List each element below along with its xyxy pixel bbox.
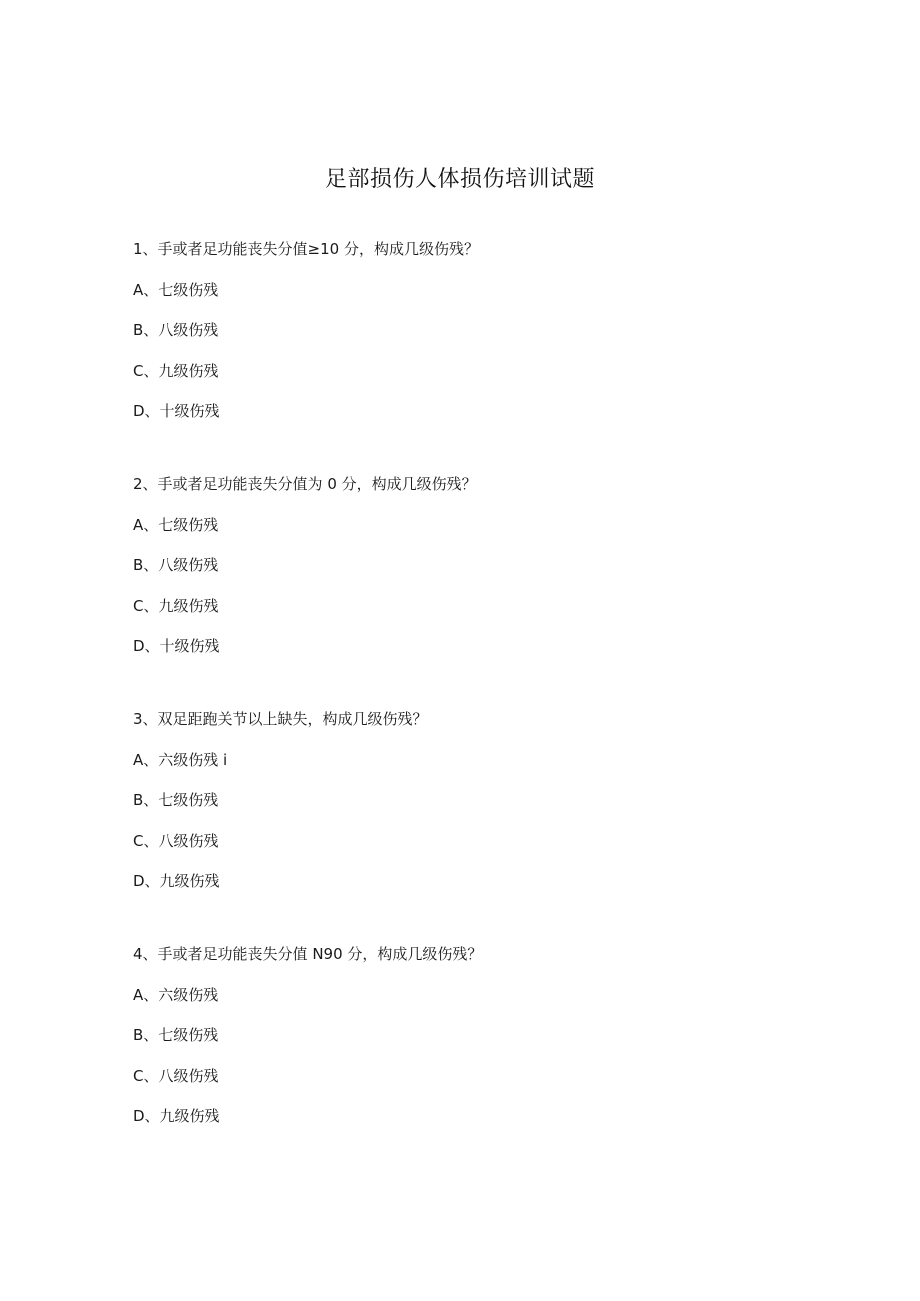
option-b: B、七级伤残 (133, 791, 219, 809)
document-title: 足部损伤人体损伤培训试题 (324, 167, 595, 192)
options-list (133, 515, 833, 657)
option-c: C、八级伤残 (133, 831, 219, 850)
question-text: 3、双足距跑关节以上缺失，构成几级伤残？ (133, 710, 428, 728)
question-text: 1、手或者足功能丧失分值≥10 分，构成几级伤残？ (133, 240, 479, 258)
option-b: B、八级伤残 (133, 556, 219, 574)
option-c: C、九级伤残 (133, 596, 219, 615)
option-a: A、七级伤残 (133, 280, 219, 299)
option-c: C、九级伤残 (133, 361, 219, 380)
option-d: D、九级伤残 (133, 872, 220, 890)
option-a: A、六级伤残 (133, 985, 219, 1004)
option-c: C、八级伤残 (133, 1066, 219, 1085)
option-d: D、十级伤残 (133, 402, 220, 420)
question-3 (133, 709, 833, 891)
options-list (133, 280, 833, 422)
option-d: D、九级伤残 (133, 1107, 220, 1125)
question-4 (133, 944, 833, 1126)
option-b: B、八级伤残 (133, 321, 219, 339)
option-a: A、六级伤残 i (133, 750, 228, 769)
options-list (133, 750, 833, 892)
question-text: 2、手或者足功能丧失分值为 0 分，构成几级伤残？ (133, 475, 477, 493)
options-list (133, 985, 833, 1127)
option-b: B、七级伤残 (133, 1026, 219, 1044)
question-1 (133, 239, 833, 421)
question-2 (133, 474, 833, 656)
option-d: D、十级伤残 (133, 637, 220, 655)
option-a: A、七级伤残 (133, 515, 219, 534)
question-text: 4、手或者足功能丧失分值 N90 分，构成几级伤残？ (133, 945, 483, 963)
